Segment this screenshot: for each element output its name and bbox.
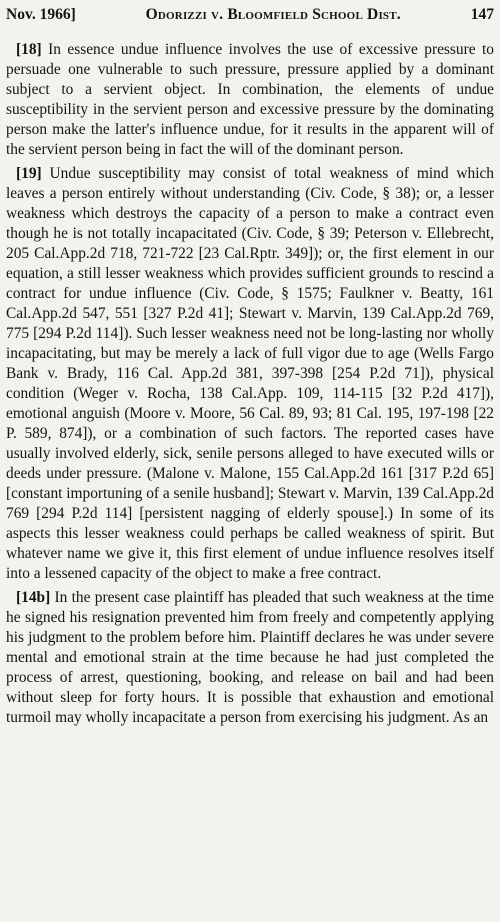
paragraph-marker: [19] <box>16 165 50 182</box>
paragraph-19 <box>6 164 494 584</box>
header-case-title: Odorizzi v. Bloomfield School Dist. <box>145 6 401 23</box>
paragraph-14b <box>6 588 494 728</box>
paragraph-18 <box>6 40 494 160</box>
header-date: Nov. 1966] <box>6 6 76 23</box>
paragraph-text: Undue susceptibility may consist of total weakness of mind which leaves a person entirely without understanding (Civ. Code, § 38); or, a lesser weakness which destroys the capacity of a person to make a contract even though he is not totally incapacitated (Civ. Code, § 39; Peterson v. Ellebrecht, 205 Cal.App.2d 718, 721-722 [23 Cal.Rptr. 349]); or, the first element in our equation, a still lesser weakness which provides sufficient grounds to rescind a contract for undue influence (Civ. Code, § 1575; Faulkner v. Beatty, 161 Cal.App.2d 547, 551 [327 P.2d 41]; Stewart v. Marvin, 139 Cal.App.2d 769, 775 [294 P.2d 114]). Such lesser weakness need not be long-lasting nor wholly incapacitating, but may be merely a lack of full vigor due to age (Wells Fargo Bank v. Brady, 116 Cal. App.2d 381, 397-398 [254 P.2d 71]), physical condition (Weger v. Rocha, 138 Cal.App. 109, 114-115 [32 P.2d 417]), emotional anguish (Moore v. Moore, 56 Cal. 89, 93; 81 Cal. 195, 197-198 [22 P. 589, 874]), or a combination of such factors. The reported cases have usually involved elderly, sick, senile persons alleged to have executed wills or deeds under pressure. (Malone v. Malone, 155 Cal.App.2d 161 [317 P.2d 65] [constant importuning of a senile husband]; Stewart v. Marvin, 139 Cal.App.2d 769 [294 P.2d 114] [persistent nagging of elderly spouse].) In some of its aspects this lesser weakness could perhaps be called weakness of spirit. But whatever name we give it, this first element of undue influence resolves itself into a lessened capacity of the object to make a free contract. <box>6 165 494 582</box>
document-body <box>6 40 494 728</box>
paragraph-text: In essence undue influence involves the use of excessive pressure to persuade one vulnerable to such pressure, pressure applied by a dominant subject to a servient object. In combination, the elements of undue susceptibility in the servient person and excessive pressure by the dominating person make the latter's influence undue, for it results in the apparent will of the servient person being in fact the will of the dominant person. <box>6 41 494 158</box>
running-header <box>6 6 494 32</box>
paragraph-marker: [18] <box>16 41 49 58</box>
paragraph-marker: [14b] <box>16 589 55 606</box>
paragraph-text: In the present case plaintiff has pleaded that such weakness at the time he signed his resignation prevented him from freely and competently applying his judgment to the problem before him. Plaintiff declares he was under severe mental and emotional strain at the time because he had just completed the process of arrest, questioning, booking, and release on bail and had been without sleep for forty hours. It is possible that exhaustion and emotional turmoil may wholly incapacitate a person from exercising his judgment. As an <box>6 589 494 726</box>
page-number: 147 <box>470 6 494 23</box>
